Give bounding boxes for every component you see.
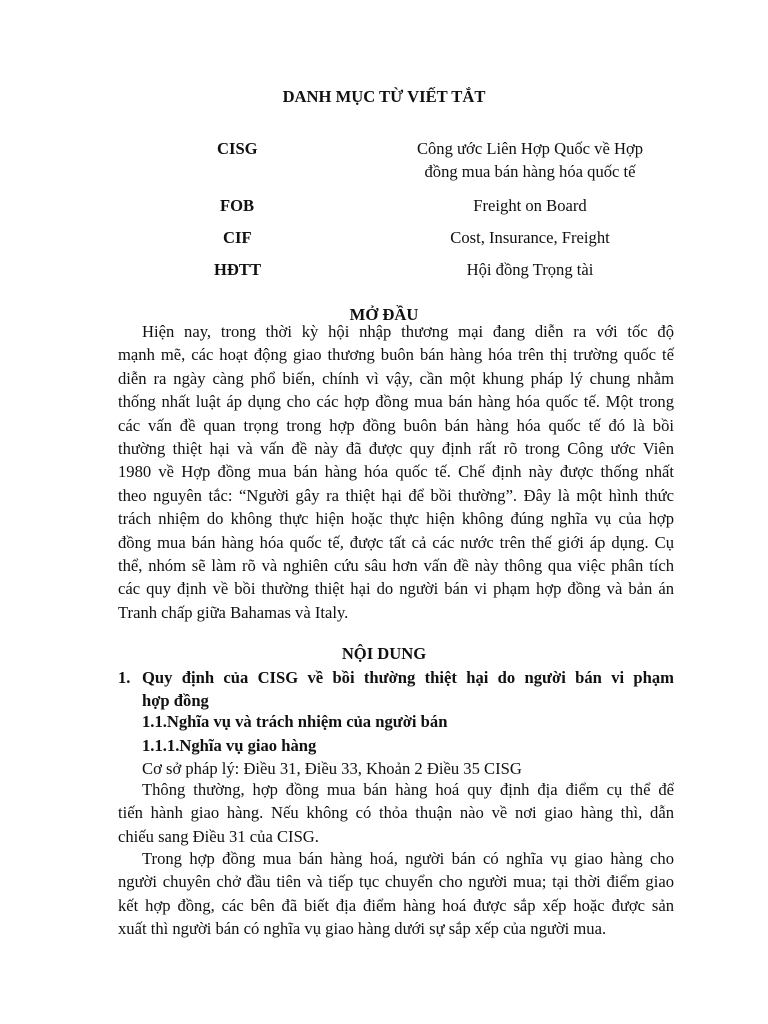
abbr-term-cisg: CISG xyxy=(217,139,258,158)
section1-1-1-heading: 1.1.1.Nghĩa vụ giao hàng xyxy=(142,736,317,755)
intro-line: thường thiệt hại và vấn đề này đã được quy định rất rõ trong Công ước Viên xyxy=(118,439,674,459)
abbr-term-fob: FOB xyxy=(220,196,255,215)
section1-heading-line: hợp đồng xyxy=(142,691,209,711)
abbr-def-hdtt: Hội đồng Trọng tài xyxy=(466,260,594,279)
para2-line: xuất thì người bán có nghĩa vụ giao hàng dưới sự sắp xếp của người mua. xyxy=(118,919,607,939)
para2-line: người chuyên chở đầu tiên và tiếp tục chuyển cho người mua; tại thời điểm giao xyxy=(118,872,674,892)
abbr-def-fob: Freight on Board xyxy=(473,196,587,215)
intro-line: theo nguyên tắc: “Người gây ra thiệt hại để bồi thường”. Đây là một hình thức xyxy=(118,485,674,505)
abbr-def-cisg-line1: Công ước Liên Hợp Quốc về Hợp xyxy=(416,139,644,158)
content-title: NỘI DUNG xyxy=(341,644,427,663)
intro-paragraph xyxy=(118,320,674,624)
intro-line: mạnh mẽ, các hoạt động giao thương buôn bán hàng hóa trên thị trường quốc tế xyxy=(118,345,674,365)
para1-line: tiến hành giao hàng. Nếu không có thỏa thuận nào về nơi giao hàng thì, dẫn xyxy=(118,803,674,823)
abbr-def-cif: Cost, Insurance, Freight xyxy=(450,228,610,247)
intro-line: trách nhiệm do không thực hiện hoặc thực hiện không đúng nghĩa vụ của hợp xyxy=(118,509,674,529)
para1-line: chiếu sang Điều 31 của CISG. xyxy=(118,826,319,846)
section1-number: 1. xyxy=(118,668,131,687)
intro-line: đồng mua bán hàng hóa quốc tế, được tất cả các nước trên thế giới áp dụng. Cụ xyxy=(118,532,674,552)
section1-heading-line: Quy định của CISG về bồi thường thiệt hại do người bán vi phạm xyxy=(142,668,674,687)
intro-line: các quy định về bồi thường thiệt hại do người bán vi phạm hợp đồng và bản án xyxy=(118,579,674,599)
abbreviations-title: DANH MỤC TỪ VIẾT TẮT xyxy=(282,87,486,106)
content-paragraph-2 xyxy=(118,847,674,941)
intro-line: 1980 về Hợp đồng mua bán hàng hóa quốc tế. Chế định này được thống nhất xyxy=(118,462,674,482)
intro-title: MỞ ĐẦU xyxy=(349,305,419,324)
intro-line: Tranh chấp giữa Bahamas và Italy. xyxy=(118,602,349,622)
intro-line: các vấn đề quan trọng trong hợp đồng buôn bán hàng hóa quốc tế đó là bồi xyxy=(118,415,674,435)
para1-line: Thông thường, hợp đồng mua bán hàng hoá quy định địa điểm cụ thể để xyxy=(142,780,674,799)
section1-heading xyxy=(142,666,674,713)
abbr-def-cisg-line2: đồng mua bán hàng hóa quốc tế xyxy=(424,162,636,181)
intro-line: diễn ra ngày càng phổ biến, chính vì vậy, cần một khung pháp lý chung nhằm xyxy=(118,368,674,388)
intro-line: thống nhất luật áp dụng cho các hợp đồng mua bán hàng hóa quốc tế. Một trong xyxy=(118,392,674,412)
para2-line: Trong hợp đồng mua bán hàng hoá, người bán có nghĩa vụ giao hàng cho xyxy=(142,849,674,868)
legal-basis: Cơ sở pháp lý: Điều 31, Điều 33, Khoản 2 Điều 35 CISG xyxy=(142,759,522,778)
content-paragraph-1 xyxy=(118,778,674,848)
abbr-term-hdtt: HĐTT xyxy=(214,260,262,279)
section1-1-heading: 1.1.Nghĩa vụ và trách nhiệm của người bán xyxy=(142,712,448,731)
para2-line: kết hợp đồng, các bên đã biết địa điểm hàng hoá được sắp xếp hoặc được sản xyxy=(118,895,674,915)
intro-line: Hiện nay, trong thời kỳ hội nhập thương mại đang diễn ra với tốc độ xyxy=(142,322,674,341)
abbr-term-cif: CIF xyxy=(223,228,252,247)
intro-line: thể, nhóm sẽ làm rõ và nghiên cứu sâu hơn vấn đề này thông qua việc phân tích xyxy=(118,556,674,576)
